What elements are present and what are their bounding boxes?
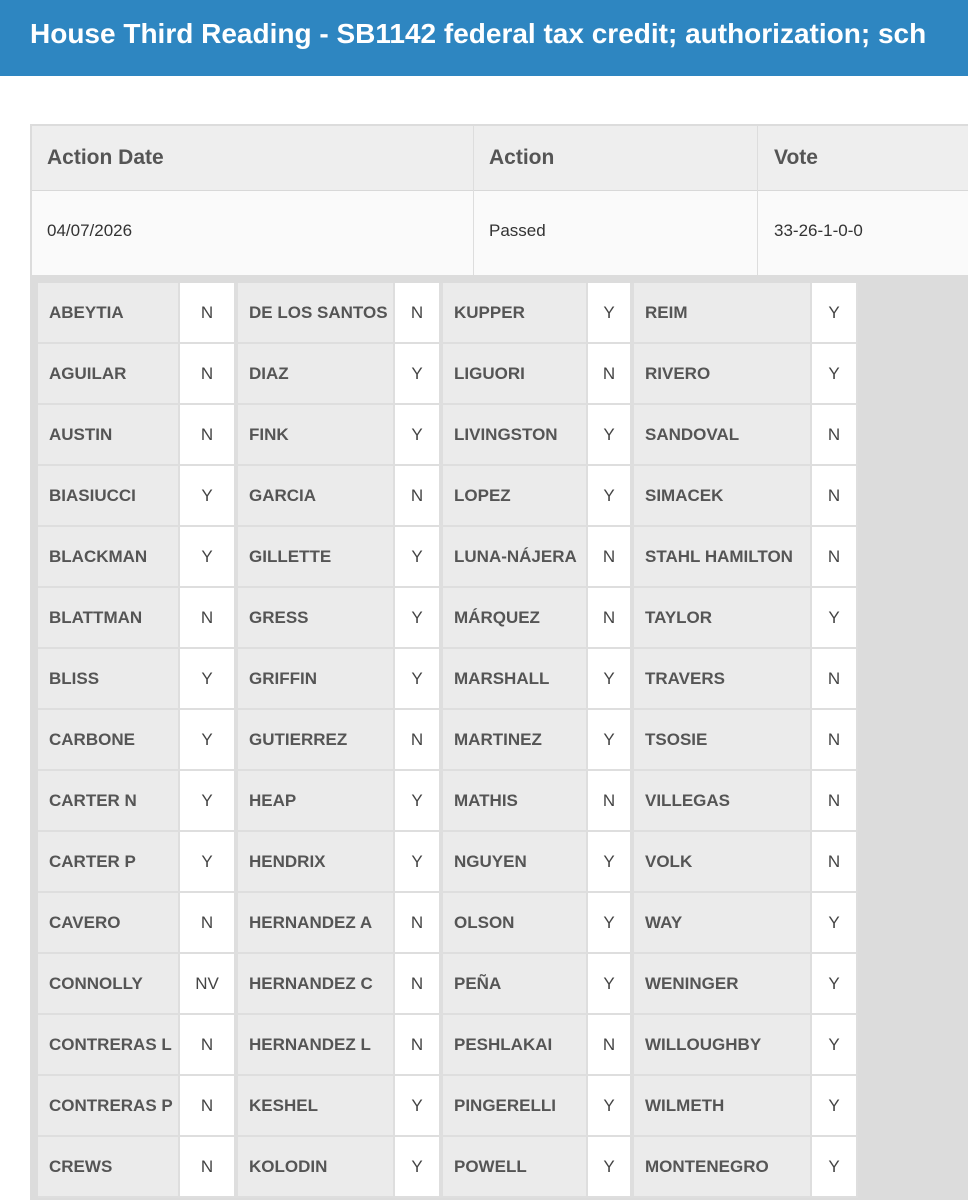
member-vote: Y (812, 344, 856, 403)
member-name: BLATTMAN (38, 588, 178, 647)
action-value: Passed (489, 221, 546, 240)
action-header: Action (489, 146, 555, 169)
roll-call-row (38, 588, 858, 647)
action-date-header: Action Date (47, 146, 164, 169)
member-name: PEÑA (443, 954, 586, 1013)
member-name: DIAZ (238, 344, 393, 403)
roll-call-row (38, 649, 858, 708)
member-name: CARTER P (38, 832, 178, 891)
member-name: CAVERO (38, 893, 178, 952)
member-vote: Y (180, 527, 234, 586)
roll-call-row (38, 527, 858, 586)
member-vote: N (180, 1137, 234, 1196)
member-name: PINGERELLI (443, 1076, 586, 1135)
member-vote: Y (588, 283, 630, 342)
member-name: OLSON (443, 893, 586, 952)
roll-call-row (38, 466, 858, 525)
member-vote: N (588, 1015, 630, 1074)
member-vote: N (812, 527, 856, 586)
member-vote: Y (588, 710, 630, 769)
member-name: DE LOS SANTOS (238, 283, 393, 342)
member-vote: Y (588, 954, 630, 1013)
roll-call-row (38, 710, 858, 769)
member-vote: Y (812, 893, 856, 952)
member-name: GILLETTE (238, 527, 393, 586)
member-name: MÁRQUEZ (443, 588, 586, 647)
roll-call-row (38, 832, 858, 891)
member-vote: Y (395, 527, 439, 586)
member-vote: N (812, 832, 856, 891)
member-vote: Y (588, 893, 630, 952)
vote-header: Vote (774, 146, 818, 169)
member-name: HERNANDEZ A (238, 893, 393, 952)
roll-call-row (38, 344, 858, 403)
member-name: GRIFFIN (238, 649, 393, 708)
member-name: LOPEZ (443, 466, 586, 525)
member-name: LIVINGSTON (443, 405, 586, 464)
member-vote: N (588, 588, 630, 647)
member-name: GARCIA (238, 466, 393, 525)
member-vote: N (588, 527, 630, 586)
member-vote: Y (395, 344, 439, 403)
column-divider (757, 126, 758, 275)
member-vote: Y (588, 832, 630, 891)
member-vote: Y (395, 649, 439, 708)
member-vote: Y (180, 649, 234, 708)
member-name: TAYLOR (634, 588, 810, 647)
roll-call-panel (30, 275, 968, 1200)
roll-call-row (38, 1015, 858, 1074)
member-name: PESHLAKAI (443, 1015, 586, 1074)
member-vote: N (395, 710, 439, 769)
member-vote: N (180, 344, 234, 403)
member-name: CONTRERAS P (38, 1076, 178, 1135)
member-vote: Y (180, 466, 234, 525)
member-name: HERNANDEZ L (238, 1015, 393, 1074)
roll-call-row (38, 1076, 858, 1135)
member-vote: Y (395, 771, 439, 830)
member-vote: Y (395, 1137, 439, 1196)
member-name: HERNANDEZ C (238, 954, 393, 1013)
member-name: FINK (238, 405, 393, 464)
member-vote: NV (180, 954, 234, 1013)
member-name: TSOSIE (634, 710, 810, 769)
member-vote: N (395, 954, 439, 1013)
member-vote: Y (395, 405, 439, 464)
member-name: HEAP (238, 771, 393, 830)
member-name: LUNA-NÁJERA (443, 527, 586, 586)
member-vote: N (180, 405, 234, 464)
member-name: KUPPER (443, 283, 586, 342)
member-vote: Y (395, 1076, 439, 1135)
member-name: VILLEGAS (634, 771, 810, 830)
action-table (30, 124, 968, 275)
member-vote: Y (588, 649, 630, 708)
page-header (0, 0, 968, 76)
member-name: POWELL (443, 1137, 586, 1196)
member-vote: N (180, 893, 234, 952)
roll-call-row (38, 771, 858, 830)
member-vote: N (180, 588, 234, 647)
member-name: HENDRIX (238, 832, 393, 891)
roll-call-row (38, 1137, 858, 1196)
action-table-header (32, 126, 968, 191)
member-vote: N (395, 1015, 439, 1074)
member-vote: Y (588, 405, 630, 464)
member-name: WILMETH (634, 1076, 810, 1135)
member-vote: Y (588, 1076, 630, 1135)
member-vote: Y (812, 954, 856, 1013)
column-divider (473, 126, 474, 275)
member-name: CREWS (38, 1137, 178, 1196)
member-vote: N (180, 1076, 234, 1135)
member-vote: Y (812, 283, 856, 342)
member-name: BLACKMAN (38, 527, 178, 586)
member-vote: N (812, 466, 856, 525)
member-vote: N (588, 771, 630, 830)
member-name: MARTINEZ (443, 710, 586, 769)
roll-call-row (38, 405, 858, 464)
member-vote: Y (180, 832, 234, 891)
member-name: BLISS (38, 649, 178, 708)
member-name: LIGUORI (443, 344, 586, 403)
member-name: GRESS (238, 588, 393, 647)
member-name: KESHEL (238, 1076, 393, 1135)
action-table-row (32, 191, 968, 275)
action-date-value: 04/07/2026 (47, 221, 133, 240)
member-name: MARSHALL (443, 649, 586, 708)
roll-call-row (38, 893, 858, 952)
member-vote: Y (812, 1076, 856, 1135)
member-vote: N (395, 893, 439, 952)
member-name: WENINGER (634, 954, 810, 1013)
member-vote: N (588, 344, 630, 403)
member-name: SANDOVAL (634, 405, 810, 464)
member-vote: Y (812, 1137, 856, 1196)
member-name: CARTER N (38, 771, 178, 830)
member-name: REIM (634, 283, 810, 342)
member-vote: Y (588, 466, 630, 525)
member-vote: N (812, 771, 856, 830)
member-vote: Y (588, 1137, 630, 1196)
member-vote: Y (180, 771, 234, 830)
member-name: STAHL HAMILTON (634, 527, 810, 586)
member-name: AUSTIN (38, 405, 178, 464)
member-vote: N (180, 283, 234, 342)
member-name: WAY (634, 893, 810, 952)
member-name: MONTENEGRO (634, 1137, 810, 1196)
member-vote: N (812, 405, 856, 464)
member-name: CONTRERAS L (38, 1015, 178, 1074)
roll-call-row (38, 954, 858, 1013)
member-name: MATHIS (443, 771, 586, 830)
member-name: WILLOUGHBY (634, 1015, 810, 1074)
member-vote: Y (812, 588, 856, 647)
member-name: RIVERO (634, 344, 810, 403)
member-name: CARBONE (38, 710, 178, 769)
member-name: BIASIUCCI (38, 466, 178, 525)
roll-call-row (38, 283, 858, 342)
member-vote: Y (812, 1015, 856, 1074)
member-name: ABEYTIA (38, 283, 178, 342)
member-name: VOLK (634, 832, 810, 891)
member-name: KOLODIN (238, 1137, 393, 1196)
member-name: GUTIERREZ (238, 710, 393, 769)
member-vote: N (812, 710, 856, 769)
member-name: SIMACEK (634, 466, 810, 525)
member-vote: N (395, 466, 439, 525)
member-name: CONNOLLY (38, 954, 178, 1013)
member-vote: N (180, 1015, 234, 1074)
member-vote: Y (180, 710, 234, 769)
member-vote: N (395, 283, 439, 342)
member-vote: Y (395, 588, 439, 647)
member-name: TRAVERS (634, 649, 810, 708)
member-vote: Y (395, 832, 439, 891)
member-name: NGUYEN (443, 832, 586, 891)
roll-call-grid (38, 283, 858, 1198)
member-vote: N (812, 649, 856, 708)
vote-tally-value: 33-26-1-0-0 (774, 221, 863, 240)
member-name: AGUILAR (38, 344, 178, 403)
page-title: House Third Reading - SB1142 federal tax credit; authorization; sch (30, 18, 927, 49)
